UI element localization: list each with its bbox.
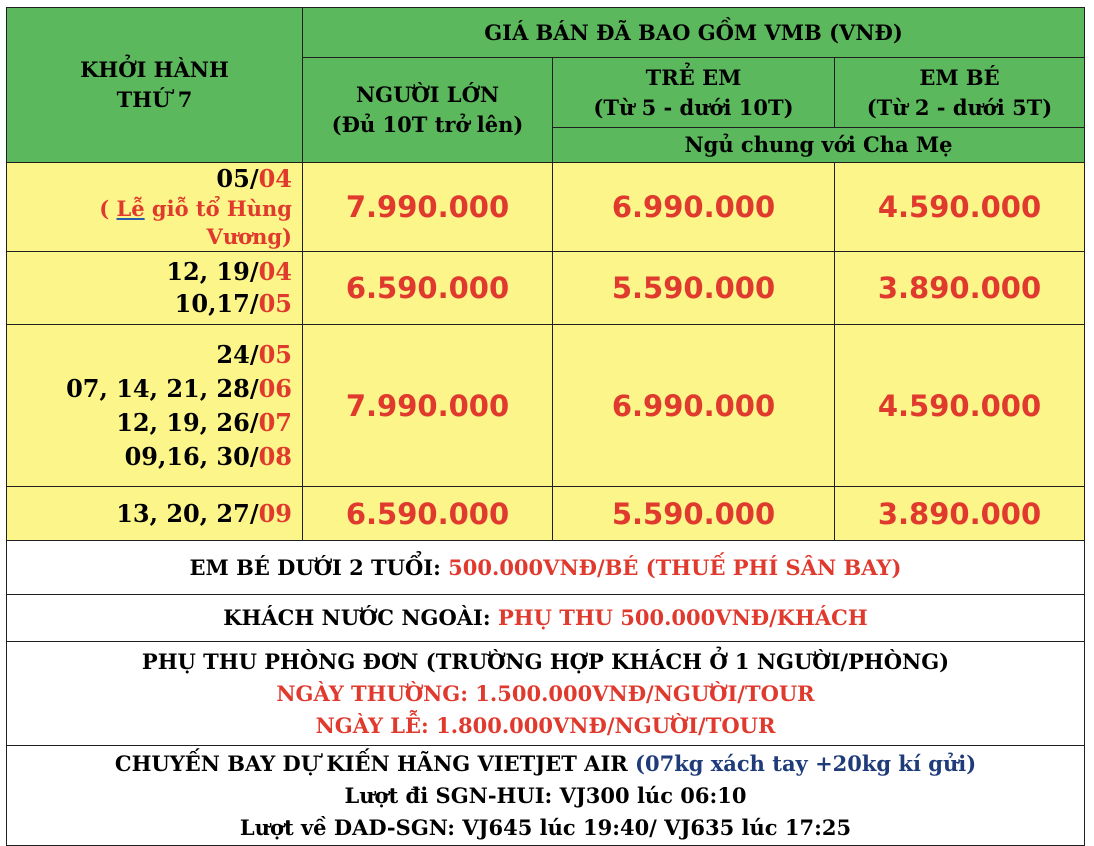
- price-row: [7, 325, 1085, 487]
- baby-price: 4.590.000: [835, 163, 1085, 252]
- date-days: 12, 19, 26/: [116, 407, 259, 437]
- date-line: [7, 163, 292, 195]
- date-days: 05/: [216, 164, 259, 193]
- child-header-line2: (Từ 5 - dưới 10T): [593, 94, 794, 120]
- single-room-title: PHỤ THU PHÒNG ĐƠN (TRƯỜNG HỢP KHÁCH Ở 1 NGƯỜI/PHÒNG): [141, 648, 950, 674]
- date-line: [7, 498, 292, 530]
- date-line: [7, 372, 292, 406]
- price-table-wrapper: [6, 7, 1085, 846]
- single-room-holiday: NGÀY LỄ: 1.800.000VNĐ/NGƯỜI/TOUR: [315, 712, 776, 738]
- holiday-note-rest: giỗ tổ Hùng Vương): [144, 196, 292, 249]
- date-month: 04: [258, 164, 292, 193]
- departure-dates-cell: [7, 163, 303, 252]
- child-price: 6.990.000: [553, 163, 835, 252]
- date-days: 09,16, 30/: [124, 441, 259, 471]
- foreign-note: [7, 595, 1085, 642]
- adult-header-line2: (Đủ 10T trở lên): [331, 112, 524, 137]
- flight-title-line: [7, 748, 1084, 780]
- date-month: 05: [258, 339, 292, 369]
- tour-price-table: [6, 7, 1085, 846]
- holiday-note-open: (: [99, 196, 117, 221]
- flight-return: Lượt về DAD-SGN: VJ645 lúc 19:40/ VJ635 lúc 17:25: [239, 814, 852, 840]
- date-line: [7, 256, 292, 288]
- flight-baggage: (07kg xách tay +20kg kí gửi): [635, 750, 977, 776]
- adult-header-line1: NGƯỜI LỚN: [355, 82, 500, 107]
- child-header-line1: TRẺ EM: [645, 64, 742, 90]
- date-line: [7, 406, 292, 440]
- date-days: 07, 14, 21, 28/: [66, 373, 259, 403]
- child-price: 5.590.000: [553, 487, 835, 541]
- date-line: [7, 440, 292, 474]
- single-room-note-row: [7, 642, 1085, 746]
- child-header: [553, 58, 835, 128]
- single-room-note: [7, 642, 1085, 746]
- baby-header-line1: EM BÉ: [919, 64, 1000, 90]
- flight-note-row: [7, 746, 1085, 846]
- holiday-note: [7, 195, 292, 251]
- departure-dates-cell: [7, 252, 303, 325]
- date-month: 08: [258, 441, 292, 471]
- departure-header: [7, 8, 303, 163]
- adult-price: 6.590.000: [303, 487, 553, 541]
- foreign-note-label: KHÁCH NƯỚC NGOÀI:: [223, 605, 498, 630]
- infant-note-value: 500.000VNĐ/BÉ (THUẾ PHÍ SÂN BAY): [448, 554, 902, 580]
- departure-header-line1: KHỞI HÀNH: [80, 57, 229, 82]
- date-month: 09: [258, 498, 292, 528]
- price-row: [7, 163, 1085, 252]
- child-price: 5.590.000: [553, 252, 835, 325]
- flight-outbound: Lượt đi SGN-HUI: VJ300 lúc 06:10: [344, 782, 747, 808]
- baby-header: [835, 58, 1085, 128]
- adult-price: 7.990.000: [303, 325, 553, 487]
- adult-price: 6.590.000: [303, 252, 553, 325]
- infant-note-row: [7, 541, 1085, 595]
- infant-note-label: EM BÉ DƯỚI 2 TUỔI:: [189, 554, 449, 580]
- adult-header: [303, 58, 553, 163]
- holiday-note-underlined: Lễ: [116, 196, 145, 221]
- date-days: 24/: [216, 339, 259, 369]
- date-days: 13, 20, 27/: [116, 498, 259, 528]
- date-line: [7, 338, 292, 372]
- price-title-header: GIÁ BÁN ĐÃ BAO GỒM VMB (VNĐ): [303, 8, 1085, 58]
- departure-dates-cell: [7, 325, 303, 487]
- date-days: 10,17/: [174, 289, 259, 318]
- adult-price: 7.990.000: [303, 163, 553, 252]
- foreign-note-row: [7, 595, 1085, 642]
- flight-title: CHUYẾN BAY DỰ KIẾN HÃNG VIETJET AIR: [114, 750, 636, 776]
- date-month: 05: [258, 289, 292, 318]
- header-row-1: [7, 8, 1085, 58]
- date-days: 12, 19/: [166, 257, 259, 286]
- flight-note: [7, 746, 1085, 846]
- price-row: [7, 252, 1085, 325]
- date-month: 07: [258, 407, 292, 437]
- single-room-weekday: NGÀY THƯỜNG: 1.500.000VNĐ/NGƯỜI/TOUR: [276, 680, 815, 706]
- baby-price: 4.590.000: [835, 325, 1085, 487]
- baby-price: 3.890.000: [835, 487, 1085, 541]
- foreign-note-value: PHỤ THU 500.000VNĐ/KHÁCH: [497, 605, 868, 630]
- infant-note: [7, 541, 1085, 595]
- baby-header-line2: (Từ 2 - dưới 5T): [866, 94, 1053, 120]
- date-month: 04: [258, 257, 292, 286]
- departure-header-line2: THỨ 7: [116, 87, 193, 112]
- date-month: 06: [258, 373, 292, 403]
- share-bed-header: Ngủ chung với Cha Mẹ: [553, 128, 1085, 163]
- price-row: [7, 487, 1085, 541]
- departure-dates-cell: [7, 487, 303, 541]
- baby-price: 3.890.000: [835, 252, 1085, 325]
- child-price: 6.990.000: [553, 325, 835, 487]
- date-line: [7, 288, 292, 320]
